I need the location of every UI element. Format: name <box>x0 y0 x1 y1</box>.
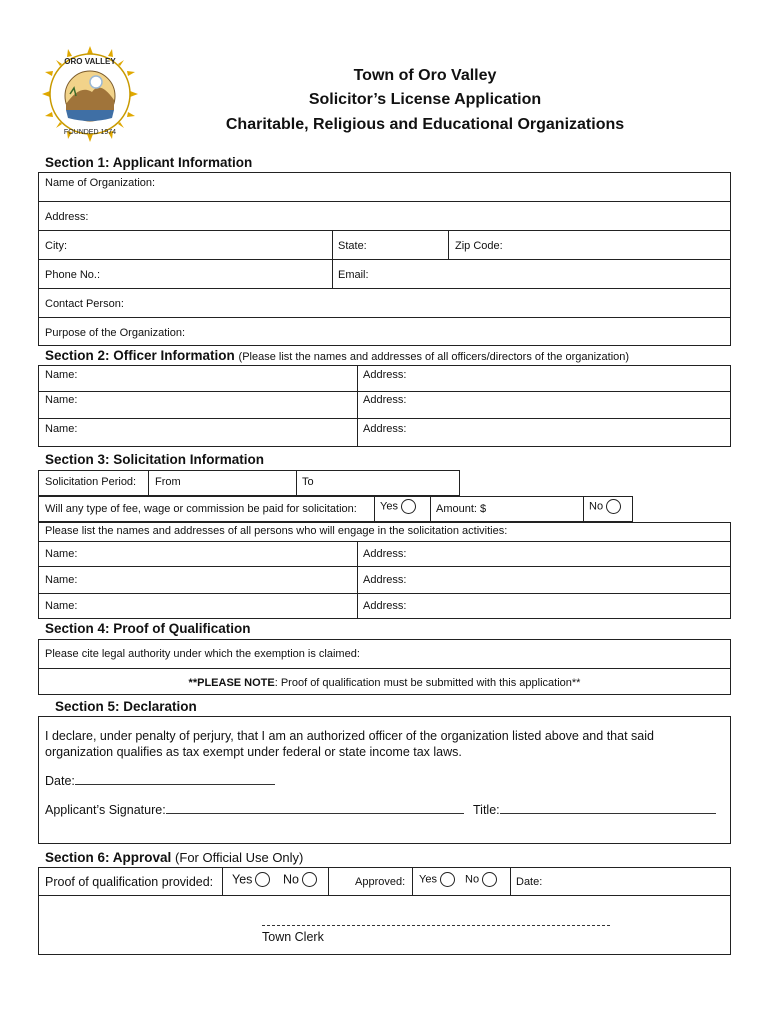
officer-name-2[interactable]: Name: <box>45 394 78 406</box>
section3-title: Section 3: Solicitation Information <box>45 452 265 467</box>
solicitor-address-3[interactable]: Address: <box>363 600 407 612</box>
proof-yes-radio[interactable] <box>255 872 270 887</box>
proof-no-option[interactable]: No <box>283 872 317 887</box>
approval-date-field[interactable]: Date: <box>516 876 543 888</box>
date-line[interactable] <box>75 773 275 785</box>
zip-field[interactable]: Zip Code: <box>455 240 503 252</box>
solicitor-name-2[interactable]: Name: <box>45 574 78 586</box>
address-field[interactable]: Address: <box>45 211 89 223</box>
signature-line[interactable] <box>166 802 464 814</box>
form-subtitle: Solicitor’s License Application <box>308 91 542 108</box>
section2-title: Section 2: Officer Information (Please list the names and addresses of all officers/directors of the organization) <box>45 348 630 363</box>
email-field[interactable]: Email: <box>338 269 369 281</box>
form-subtitle-orgs: Charitable, Religious and Educational Organizations <box>225 116 625 133</box>
phone-field[interactable]: Phone No.: <box>45 269 101 281</box>
period-to-field[interactable]: To <box>302 476 314 488</box>
city-field[interactable]: City: <box>45 240 67 252</box>
approved-no-option[interactable]: No <box>465 872 497 887</box>
period-from-field[interactable]: From <box>155 476 181 488</box>
approved-no-radio[interactable] <box>482 872 497 887</box>
section1-title: Section 1: Applicant Information <box>45 155 253 170</box>
approved-yes-radio[interactable] <box>440 872 455 887</box>
officer-address-1[interactable]: Address: <box>363 369 407 381</box>
solicitor-name-3[interactable]: Name: <box>45 600 78 612</box>
approved-yes-option[interactable]: Yes <box>419 872 455 887</box>
org-name-field[interactable]: Name of Organization: <box>45 177 156 189</box>
contact-field[interactable]: Contact Person: <box>45 298 124 310</box>
proof-note: **PLEASE NOTE: Proof of qualification must be submitted with this application** <box>188 677 581 689</box>
section6-note: (For Official Use Only) <box>175 850 304 865</box>
officer-name-1[interactable]: Name: <box>45 369 78 381</box>
proof-no-radio[interactable] <box>302 872 317 887</box>
state-field[interactable]: State: <box>338 240 367 252</box>
town-clerk-label: Town Clerk <box>262 930 324 944</box>
section4-title: Section 4: Proof of Qualification <box>45 621 251 636</box>
clerk-signature-line[interactable] <box>262 925 610 926</box>
fee-no-option[interactable]: No <box>589 499 621 514</box>
officer-address-3[interactable]: Address: <box>363 423 407 435</box>
fee-yes-radio[interactable] <box>401 499 416 514</box>
svg-text:ORO VALLEY: ORO VALLEY <box>64 57 116 66</box>
solicitor-name-1[interactable]: Name: <box>45 548 78 560</box>
proof-provided-label: Proof of qualification provided: <box>45 875 214 889</box>
officer-address-2[interactable]: Address: <box>363 394 407 406</box>
amount-field[interactable]: Amount: $ <box>436 503 487 515</box>
section5-title: Section 5: Declaration <box>55 699 197 714</box>
applicant-title[interactable]: Title: <box>473 802 716 817</box>
svg-text:FOUNDED 1974: FOUNDED 1974 <box>63 129 117 136</box>
approved-label: Approved: <box>355 876 406 888</box>
section6-title: Section 6: Approval (For Official Use Only) <box>45 850 304 865</box>
declaration-date[interactable]: Date: <box>45 773 275 788</box>
title-line[interactable] <box>500 802 716 814</box>
solicitors-list-note: Please list the names and addresses of all persons who will engage in the solicitation activities: <box>45 525 508 537</box>
purpose-field[interactable]: Purpose of the Organization: <box>45 327 186 339</box>
applicant-signature[interactable]: Applicant’s Signature: <box>45 802 464 817</box>
fee-yes-option[interactable]: Yes <box>380 499 416 514</box>
town-seal-logo <box>40 44 140 144</box>
solicitor-address-1[interactable]: Address: <box>363 548 407 560</box>
officer-name-3[interactable]: Name: <box>45 423 78 435</box>
fee-question: Will any type of fee, wage or commission be paid for solicitation: <box>45 503 357 515</box>
section2-note: (Please list the names and addresses of all officers/directors of the organization) <box>238 351 630 363</box>
fee-no-radio[interactable] <box>606 499 621 514</box>
form-title: Town of Oro Valley <box>353 67 497 84</box>
solicitation-period-label: Solicitation Period: <box>45 476 137 488</box>
solicitor-address-2[interactable]: Address: <box>363 574 407 586</box>
proof-yes-option[interactable]: Yes <box>232 872 270 887</box>
legal-authority-field[interactable]: Please cite legal authority under which the exemption is claimed: <box>45 648 360 660</box>
declaration-text: I declare, under penalty of perjury, that I am an authorized officer of the organization listed above and that said organization qualifies as tax exempt under federal or state income tax laws. <box>45 729 654 759</box>
